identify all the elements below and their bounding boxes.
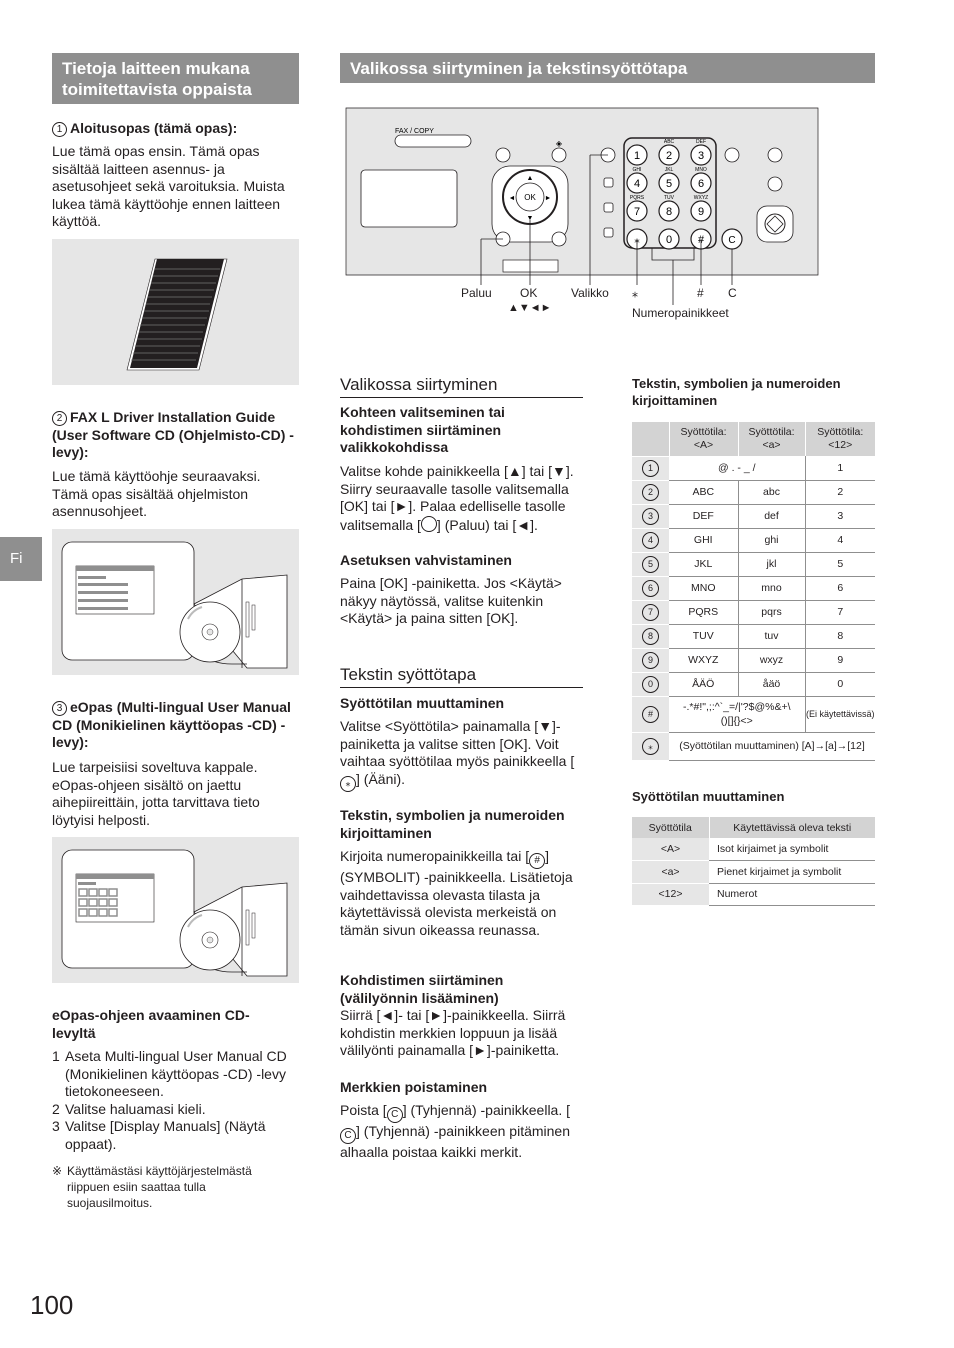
- characters-table-body: [632, 456, 875, 760]
- svg-text:►: ►: [544, 195, 552, 202]
- svg-text:◈: ◈: [555, 139, 563, 148]
- keypad-letters: WXYZ: [693, 195, 709, 201]
- label-c: C: [728, 286, 737, 300]
- keypad-digit: ⁎: [634, 234, 640, 246]
- table-row: [632, 648, 875, 672]
- keypad-letters: JKL: [664, 167, 674, 173]
- input-heading: Tekstin syöttötapa: [340, 665, 583, 688]
- svg-text:◄: ◄: [508, 195, 516, 202]
- back-button-icon: [421, 516, 437, 532]
- item2-title-text: FAX L Driver Installation Guide (User Software CD (Ohjelmisto-CD) -levy):: [52, 409, 294, 461]
- label-arrows: ▲▼◄►: [508, 302, 552, 314]
- upper-cell: GHI: [669, 528, 738, 552]
- keypad-key: [659, 229, 679, 249]
- number-cell: 7: [805, 600, 875, 624]
- marker-1: 1: [52, 122, 67, 137]
- table-header-row: [632, 817, 875, 838]
- input-text2: [340, 848, 583, 939]
- section-header-text: Valikossa siirtyminen ja tekstinsyöttötapa: [350, 59, 688, 78]
- nav-sub1: Kohteen valitseminen tai kohdistimen siirtäminen valikkokohdissa: [340, 404, 505, 456]
- keypad-key: [691, 195, 711, 221]
- table-row: [632, 672, 875, 696]
- nav-sub2: Asetuksen vahvistaminen: [340, 552, 512, 568]
- marker-2: 2: [52, 411, 67, 426]
- nav-text1: [340, 463, 583, 534]
- input-text1: [340, 718, 583, 792]
- key-icon: 4: [642, 532, 659, 549]
- key-cell: [632, 528, 669, 552]
- key-cell: [632, 696, 669, 732]
- key-icon: 7: [642, 604, 659, 621]
- key-icon: #: [642, 706, 659, 723]
- open-eopas-title: eOpas-ohjeen avaaminen CD-levyltä: [52, 1007, 250, 1041]
- mode-cell: <a>: [632, 861, 709, 884]
- nav-text1b: ] (Paluu) tai [◄].: [436, 516, 538, 533]
- step-number: 3: [52, 1118, 60, 1135]
- number-cell: 8: [805, 624, 875, 648]
- key-cell: [632, 504, 669, 528]
- upper-cell: DEF: [669, 504, 738, 528]
- input-sub2: Tekstin, symbolien ja numeroiden kirjoittaminen: [340, 807, 565, 841]
- keypad-letters: PQRS: [629, 195, 645, 201]
- keypad-letters: ABC: [663, 139, 675, 145]
- item2-text: Lue tämä käyttöohje seuraavaksi. Tämä opas sisältää ohjelmiston asennusohjeet.: [52, 468, 261, 520]
- svg-text:C: C: [728, 235, 736, 246]
- keypad-letters: DEF: [696, 139, 706, 145]
- step-text: Aseta Multi-lingual User Manual CD (Monikielinen käyttöopas -CD) -levy tietokoneeseen.: [65, 1048, 287, 1100]
- note-text: Käyttämästäsi käyttöjärjestelmästä riippuen esiin saattaa tulla suojausilmoitus.: [67, 1164, 252, 1211]
- input-text2a: Kirjoita numeropainikkeilla tai [: [340, 848, 530, 864]
- header-empty: [632, 422, 669, 456]
- key-cell: [632, 600, 669, 624]
- lower-cell: wxyz: [738, 648, 805, 672]
- lower-cell: jkl: [738, 552, 805, 576]
- upper-cell: ABC: [669, 480, 738, 504]
- keypad-key: [627, 195, 647, 221]
- item1-title-text: Aloitusopas (tämä opas):: [70, 120, 238, 136]
- lower-cell: pqrs: [738, 600, 805, 624]
- computer-cd-illustration-2: [52, 837, 299, 983]
- keypad-digit: 3: [697, 150, 705, 162]
- ok-button-label: OK: [524, 193, 536, 202]
- keypad-digit: #: [697, 234, 705, 246]
- chars-cell: @ . - _ /: [669, 456, 805, 480]
- input-text1b: ] (Ääni).: [356, 770, 406, 787]
- input-text4a: Poista [: [340, 1102, 387, 1118]
- clear-button-icon: C: [340, 1128, 356, 1144]
- section-header-manuals: [52, 53, 299, 104]
- input-mode-table: [632, 817, 875, 906]
- key-cell: [632, 648, 669, 672]
- input-sub3: Kohdistimen siirtäminen (välilyönnin lisääminen): [340, 972, 504, 1006]
- table1-title: Tekstin, symbolien ja numeroiden kirjoittaminen: [632, 376, 841, 408]
- step-2: [52, 1101, 302, 1119]
- nav-text2: Paina [OK] -painiketta. Jos <Käytä> näkyy näytössä, valitse kuitenkin <Käytä> ja paina sitten [OK].: [340, 575, 562, 627]
- upper-cell: WXYZ: [669, 648, 738, 672]
- keypad-digit: 5: [665, 178, 673, 190]
- keypad-digit: 4: [633, 178, 641, 190]
- language-tab: [0, 537, 42, 581]
- header-mode-A: Syöttötila: <A>: [669, 422, 738, 456]
- table-row: [632, 861, 875, 884]
- text-cell: Numerot: [709, 883, 875, 906]
- key-cell: [632, 624, 669, 648]
- input-text4b: ] (Tyhjennä) -painikkeella. [: [402, 1102, 571, 1118]
- label-star: ⁎: [632, 286, 638, 300]
- key-icon: 3: [642, 508, 659, 525]
- table2-title: Syöttötilan muuttaminen: [632, 789, 785, 804]
- input-text4: [340, 1102, 583, 1162]
- key-icon: 0: [642, 676, 659, 693]
- number-cell: 5: [805, 552, 875, 576]
- step-text: Valitse [Display Manuals] (Näytä oppaat).: [65, 1118, 266, 1152]
- input-text2b: ] (SYMBOLIT) -painikkeella. Lisätietoja vaihdettavissa olevasta tilasta ja käytettävissä olevista merkeistä on tämän sivun oikeassa reunassa.: [340, 848, 573, 938]
- number-cell: (Ei käytettävissä): [805, 696, 875, 732]
- text-cell: Pienet kirjaimet ja symbolit: [709, 861, 875, 884]
- key-icon: ⁎: [642, 738, 659, 755]
- fax-copy-label: FAX / COPY: [395, 128, 434, 135]
- keypad-digit: 7: [633, 206, 641, 218]
- label-menu: Valikko: [571, 286, 609, 300]
- table-row: [632, 480, 875, 504]
- language-tab-text: Fi: [10, 550, 23, 567]
- header-mode: Syöttötila: [632, 817, 709, 838]
- table-row: [632, 838, 875, 861]
- input-sub1: Syöttötilan muuttaminen: [340, 695, 505, 711]
- upper-cell: JKL: [669, 552, 738, 576]
- lower-cell: tuv: [738, 624, 805, 648]
- key-cell: [632, 672, 669, 696]
- page-number: 100: [30, 1290, 74, 1320]
- label-back: Paluu: [461, 286, 492, 300]
- keypad-digit: 6: [697, 178, 705, 190]
- table-row: [632, 732, 875, 760]
- hash-button-icon: #: [529, 853, 545, 869]
- key-icon: 1: [642, 460, 659, 477]
- table-row: [632, 696, 875, 732]
- security-note: [52, 1163, 292, 1212]
- lower-cell: åäö: [738, 672, 805, 696]
- table-row: [632, 600, 875, 624]
- table-row: [632, 504, 875, 528]
- table-header-row: [632, 422, 875, 456]
- getting-started-illustration: [52, 239, 299, 385]
- key-cell: [632, 456, 669, 480]
- section-header-text: Tietoja laitteen mukana toimitettavista oppaista: [62, 59, 252, 99]
- step-number: 1: [52, 1048, 60, 1064]
- nav-heading: Valikossa siirtyminen: [340, 375, 583, 398]
- header-text: Käytettävissä oleva teksti: [709, 817, 875, 838]
- lower-cell: def: [738, 504, 805, 528]
- key-cell: [632, 552, 669, 576]
- note-icon: ※: [52, 1164, 63, 1178]
- input-text3: Siirrä [◄]- tai [►]-painikkeella. Siirrä kohdistin merkkien loppuun ja lisää välilyönti painamalla [►]-painiketta.: [340, 1007, 566, 1059]
- item3-title: [52, 699, 302, 752]
- keypad-letters: TUV: [664, 195, 674, 201]
- mode-cell: <A>: [632, 838, 709, 861]
- symbols-cell: -.*#!",;:^`_=/|'?$@%&+\()[]{}<>: [669, 696, 805, 732]
- keypad-digit: 9: [697, 206, 705, 218]
- step-3: [52, 1118, 302, 1153]
- number-cell: 0: [805, 672, 875, 696]
- upper-cell: PQRS: [669, 600, 738, 624]
- input-text1a: Valitse <Syöttötila> painamalla [▼]-painiketta ja valitse sitten [OK]. Voit vaihtaa syöttötilaa myös painikkeella [: [340, 718, 575, 770]
- key-icon: 2: [642, 484, 659, 501]
- label-hash: #: [697, 286, 704, 300]
- key-icon: 5: [642, 556, 659, 573]
- number-cell: 1: [805, 456, 875, 480]
- item1-title: [52, 120, 302, 138]
- mode-cell: <12>: [632, 883, 709, 906]
- keypad-letters: MNO: [695, 167, 707, 173]
- input-sub4: Merkkien poistaminen: [340, 1079, 488, 1095]
- upper-cell: ÅÄÖ: [669, 672, 738, 696]
- step-1: [52, 1048, 302, 1101]
- text-cell: Isot kirjaimet ja symbolit: [709, 838, 875, 861]
- key-cell: [632, 732, 669, 760]
- clear-button-icon: C: [387, 1107, 403, 1123]
- driver-guide-illustration: [52, 529, 299, 675]
- step-number: 2: [52, 1100, 60, 1117]
- number-cell: 2: [805, 480, 875, 504]
- number-cell: 6: [805, 576, 875, 600]
- input-text4c: ] (Tyhjennä) -painikkeen pitäminen alhaalla poistaa kaikki merkit.: [340, 1123, 571, 1160]
- key-cell: [632, 576, 669, 600]
- item2-title: [52, 409, 302, 462]
- keypad-digit: 8: [665, 206, 673, 218]
- item3-text: Lue tarpeisiisi soveltuva kappale. eOpas-ohjeen sisältö on jaettu aihepiireittäin, jotta tarvittava tieto löytyisi helposti.: [52, 759, 260, 828]
- table-row: [632, 624, 875, 648]
- table-row: [632, 528, 875, 552]
- steps-list: [52, 1048, 302, 1154]
- table-row: [632, 576, 875, 600]
- step-text: Valitse haluamasi kieli.: [65, 1100, 206, 1117]
- keypad-digit: 1: [633, 150, 641, 162]
- svg-text:▼: ▼: [526, 215, 534, 222]
- header-mode-12: Syöttötila: <12>: [805, 422, 875, 456]
- marker-3: 3: [52, 701, 67, 716]
- number-cell: 9: [805, 648, 875, 672]
- number-cell: 3: [805, 504, 875, 528]
- lower-cell: mno: [738, 576, 805, 600]
- table-row: [632, 456, 875, 480]
- keypad-key: [627, 145, 647, 165]
- booklet-illustration: [52, 239, 299, 385]
- eopas-illustration: [52, 837, 299, 983]
- section-header-navigation: [340, 53, 875, 83]
- keypad-digit: 0: [665, 234, 673, 246]
- upper-cell: MNO: [669, 576, 738, 600]
- characters-table: [632, 422, 875, 761]
- header-mode-a: Syöttötila: <a>: [738, 422, 805, 456]
- keypad-digit: 2: [665, 150, 673, 162]
- svg-text:▲: ▲: [526, 175, 534, 182]
- keypad-letters: GHI: [632, 167, 642, 173]
- table-row: [632, 883, 875, 906]
- key-cell: [632, 480, 669, 504]
- upper-cell: TUV: [669, 624, 738, 648]
- key-icon: 9: [642, 652, 659, 669]
- key-icon: 6: [642, 580, 659, 597]
- table-row: [632, 552, 875, 576]
- mode-switch-cell: (Syöttötilan muuttaminen) [A]→[a]→[12]: [669, 732, 875, 760]
- computer-cd-illustration: [52, 529, 299, 675]
- nav-text1a: Valitse kohde painikkeella [▲] tai [▼]. Siirry seuraavalle tasolle valitsemalla [OK] tai [►]. Palaa edelliselle tasolle valitsemalla [: [340, 463, 574, 533]
- key-icon: 8: [642, 628, 659, 645]
- lower-cell: ghi: [738, 528, 805, 552]
- label-numeric-keys: Numeropainikkeet: [632, 306, 729, 320]
- label-ok: OK: [520, 286, 538, 300]
- number-cell: 4: [805, 528, 875, 552]
- item3-title-text: eOpas (Multi-lingual User Manual CD (Monikielinen käyttöopas -CD) -levy):: [52, 699, 291, 751]
- lower-cell: abc: [738, 480, 805, 504]
- star-button-icon: ⁎: [340, 776, 356, 792]
- item1-text: Lue tämä opas ensin. Tämä opas sisältää laitteen asennus- ja asetusohjeet sekä varoituksia. Muista lukea tämä käyttöohje ennen laitteen käyttöä.: [52, 143, 285, 230]
